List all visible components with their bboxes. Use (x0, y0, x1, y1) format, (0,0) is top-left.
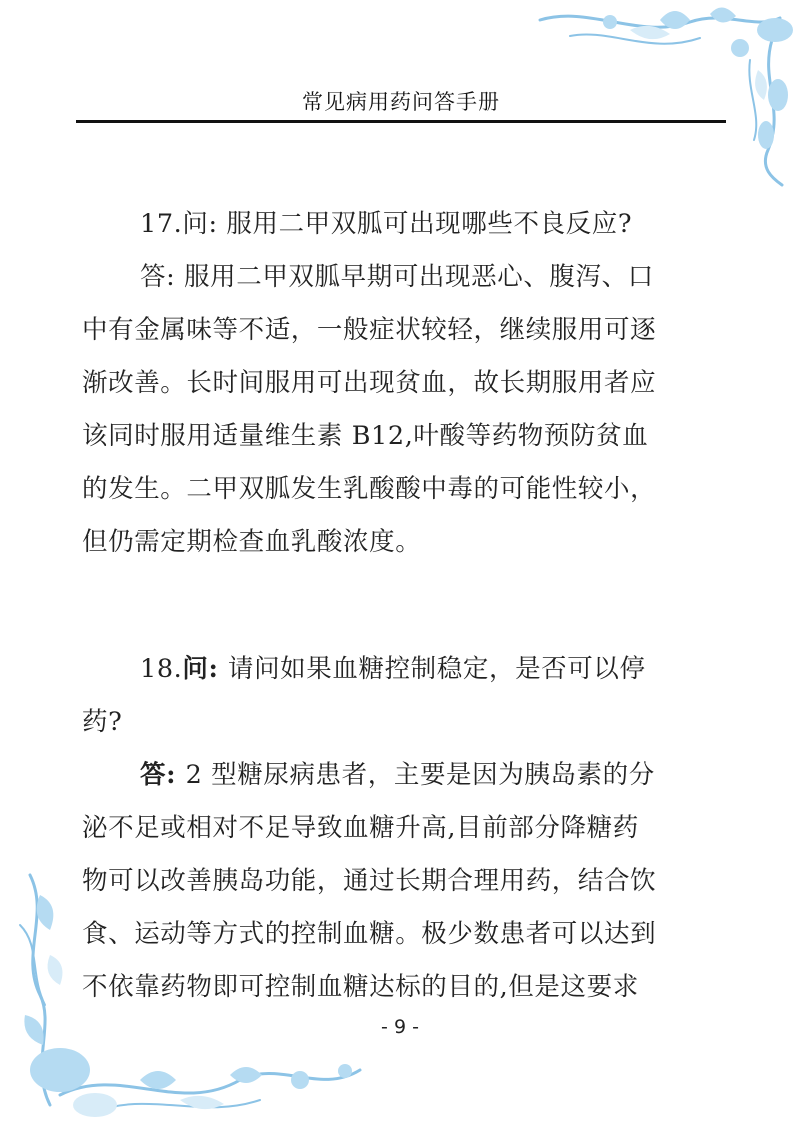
answer-17-first-line: 答: 服用二甲双胍早期可出现恶心、腹泻、口 (140, 262, 654, 292)
question-label: 问 (182, 209, 209, 239)
answer-17-line: 但仍需定期检查血乳酸浓度。 (82, 527, 422, 557)
page-header-title: 常见病用药问答手册 (302, 90, 500, 114)
answer-18-line: 不依靠药物即可控制血糖达标的目的,但是这要求 (82, 972, 639, 1002)
answer-label: 答 (140, 262, 167, 292)
page-header (76, 68, 726, 123)
question-number: 18. (140, 654, 183, 684)
answer-17-line: 中有金属味等不适，一般症状较轻，继续服用可逐 (82, 315, 657, 345)
answer-17-line: 该同时服用适量维生素 B12,叶酸等药物预防贫血 (82, 421, 649, 451)
answer-text: 服用二甲双胍早期可出现恶心、腹泻、口 (184, 262, 654, 292)
answer-17-line: 的发生。二甲双胍发生乳酸酸中毒的可能性较小， (82, 474, 657, 504)
answer-text: 2 型糖尿病患者，主要是因为胰岛素的分 (185, 760, 655, 790)
answer-18-first-line: 答: 2 型糖尿病患者，主要是因为胰岛素的分 (140, 760, 655, 790)
section-spacer (82, 569, 722, 643)
question-text: 请问如果血糖控制稳定，是否可以停 (227, 654, 646, 684)
question-18-continued: 药? (82, 707, 123, 737)
answer-label: 答 (140, 760, 167, 790)
answer-18-line: 食、运动等方式的控制血糖。极少数患者可以达到 (82, 919, 657, 949)
answer-18-line: 物可以改善胰岛功能，通过长期合理用药，结合饮 (82, 866, 657, 896)
answer-17-line: 渐改善。长时间服用可出现贫血，故长期服用者应 (82, 368, 657, 398)
question-number: 17. (140, 209, 183, 239)
question-text: 服用二甲双胍可出现哪些不良反应? (226, 209, 633, 239)
qa-item-18 (82, 643, 722, 1014)
question-17: 17.问: 服用二甲双胍可出现哪些不良反应? (140, 209, 633, 239)
qa-item-17 (82, 198, 722, 569)
page-content (82, 198, 722, 1014)
answer-18-line: 泌不足或相对不足导致血糖升高,目前部分降糖药 (82, 813, 639, 843)
question-18: 18.问: 请问如果血糖控制稳定，是否可以停 (140, 654, 646, 684)
page-number: - 9 - (381, 1016, 419, 1038)
question-label: 问 (182, 654, 209, 684)
